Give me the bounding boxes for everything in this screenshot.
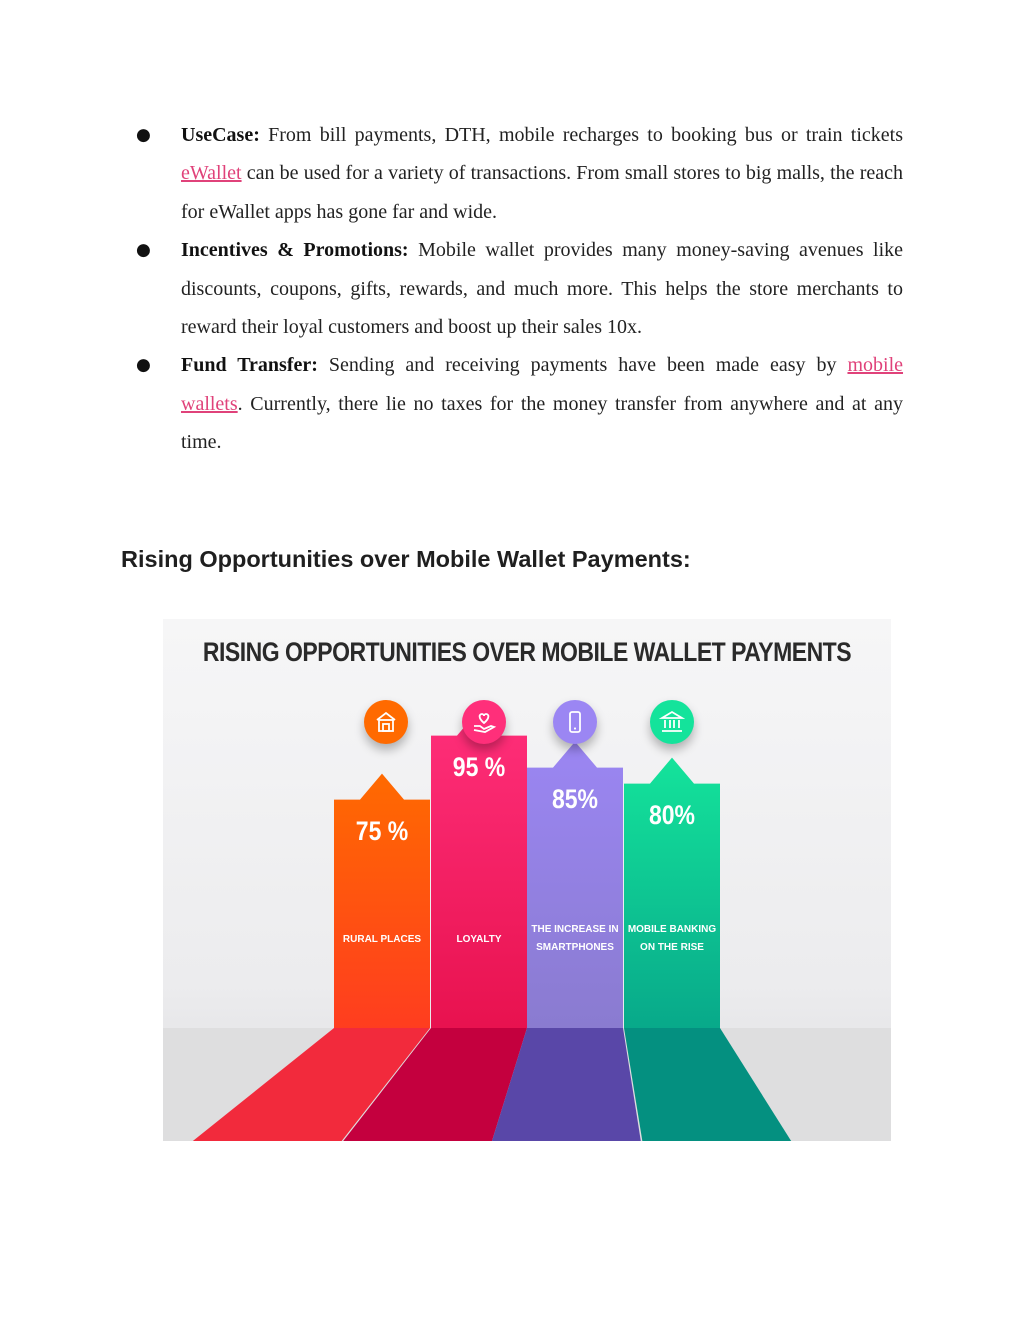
bar-category-label: THE INCREASE IN SMARTPHONES — [531, 924, 619, 953]
inline-link[interactable]: mobile wallets — [181, 354, 904, 415]
bullet-dot-icon: ● — [136, 355, 151, 376]
bullet-title: Incentives & Promotions: — [181, 239, 409, 262]
bullet-title: UseCase: — [181, 124, 260, 146]
inline-link[interactable]: eWallet — [181, 162, 242, 185]
bullet-text: Mobile wallet provides many money-saving avenues like discounts, coupons, gifts, rewards, and much more. This helps the store merchants to reward their loyal customers and boost up their sales 10x. — [181, 239, 903, 339]
bar-category-label: RURAL PLACES — [342, 934, 422, 945]
bar — [624, 758, 720, 1028]
bullet-title: Fund Transfer: — [181, 354, 318, 377]
store-icon — [364, 700, 408, 744]
bar-value-label: 75 % — [355, 815, 409, 846]
bar — [334, 774, 430, 1028]
bar-value-label: 85% — [551, 783, 599, 814]
bullet-item — [136, 346, 903, 461]
feature-bullet-list — [136, 116, 903, 462]
infographic-image — [163, 619, 891, 1141]
bar-category-label: MOBILE BANKING ON THE RISE — [627, 924, 717, 953]
smartphone-icon — [553, 700, 597, 744]
bullet-text: Sending and receiving payments have been made easy by — [317, 354, 848, 377]
bullet-dot-icon: ● — [136, 240, 151, 261]
bullet-text: . Currently, there lie no taxes for the money transfer from anywhere and at any time. — [181, 392, 903, 454]
bar-category-label: LOYALTY — [456, 934, 502, 945]
infographic-title: RISING OPPORTUNITIES OVER MOBILE WALLET PAYMENTS — [202, 636, 852, 667]
bullet-text: can be used for a variety of transactions. From small stores to big malls, the reach for eWallet apps has gone far and wide. — [181, 162, 903, 223]
bullet-dot-icon: ● — [136, 125, 151, 145]
bullet-text: From bill payments, DTH, mobile recharges to booking bus or train tickets — [259, 124, 903, 146]
bars-chart — [163, 619, 891, 1141]
section-heading: Rising Opportunities over Mobile Wallet Payments: — [121, 546, 691, 572]
bar-floor-shadow — [624, 1028, 791, 1141]
bar-value-label: 95 % — [452, 751, 506, 782]
bullet-item — [136, 116, 903, 231]
bank-icon — [650, 700, 694, 744]
heart-hand-icon — [462, 700, 506, 744]
bar-value-label: 80% — [648, 799, 696, 830]
bullet-item — [136, 231, 903, 346]
